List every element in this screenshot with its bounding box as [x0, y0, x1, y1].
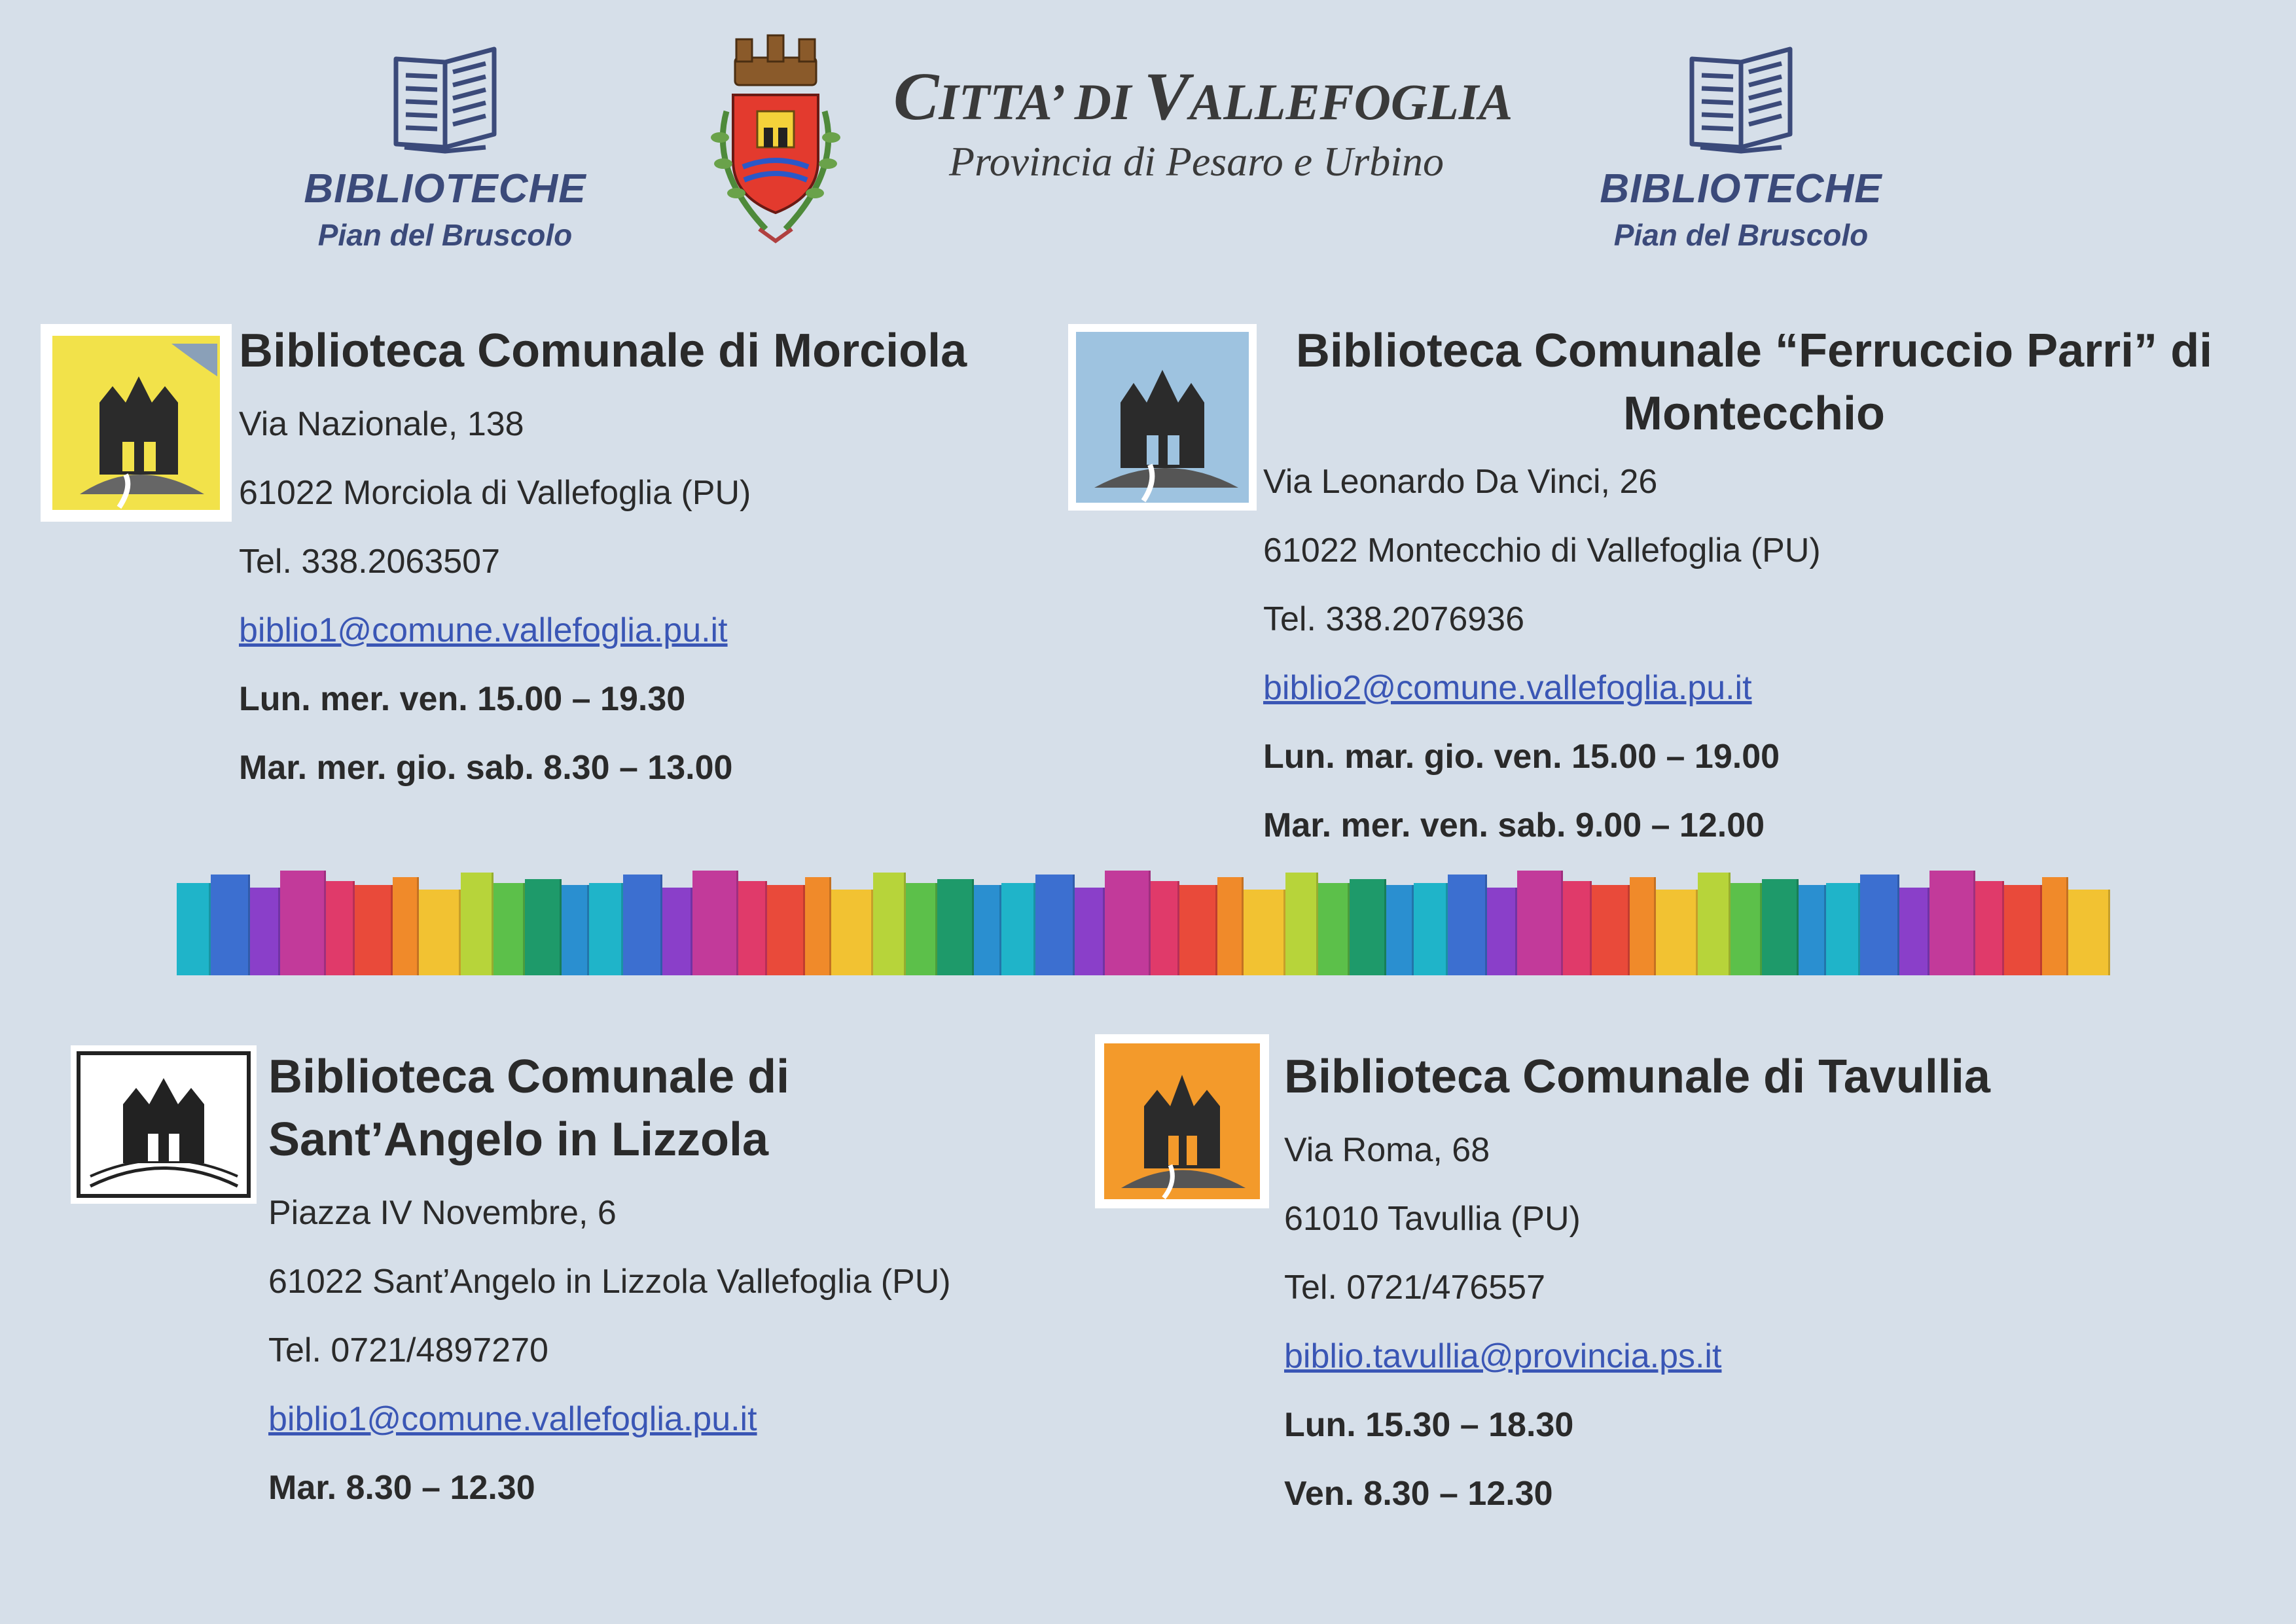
library-hours: Mar. 8.30 – 12.30 [268, 1469, 535, 1507]
book-spine [974, 885, 1001, 975]
library-title: Biblioteca Comunale “Ferruccio Parri” di Montecchio [1295, 325, 2213, 440]
book-spine [738, 881, 767, 975]
book-spine [1860, 875, 1899, 975]
book-spine [393, 877, 419, 975]
brand-title: BIBLIOTECHE [304, 166, 586, 211]
library-phone: Tel. 0721/4897270 [268, 1331, 548, 1369]
library-phone: Tel. 338.2063507 [239, 543, 501, 581]
book-spine [1762, 879, 1799, 975]
library-city: 61022 Montecchio di Vallefoglia (PU) [1263, 532, 1821, 569]
book-spine [250, 888, 280, 975]
book-spine [1731, 883, 1762, 975]
library-hours: Lun. mar. gio. ven. 15.00 – 19.00 [1263, 738, 1780, 776]
book-spine [1517, 871, 1563, 975]
book-spine [692, 871, 738, 975]
book-spine [2042, 877, 2068, 975]
library-email-link[interactable]: biblio1@comune.vallefoglia.pu.it [239, 611, 728, 649]
book-spine [1075, 888, 1105, 975]
book-spine [1899, 888, 1929, 975]
book-spine [2068, 890, 2110, 975]
book-spine [461, 873, 493, 975]
book-spine [1151, 881, 1179, 975]
book-spine [211, 875, 250, 975]
book-spine [1386, 885, 1414, 975]
library-email-link[interactable]: biblio2@comune.vallefoglia.pu.it [1263, 669, 1752, 707]
library-thumbnail-tavullia [1095, 1034, 1269, 1208]
brand-right [1564, 36, 1918, 253]
book-spine [1592, 885, 1630, 975]
book-spine [1414, 883, 1448, 975]
book-spine [1217, 877, 1244, 975]
book-spine [767, 885, 805, 975]
book-spine [2004, 885, 2042, 975]
book-spine [1179, 885, 1217, 975]
book-spine [493, 883, 525, 975]
castle-icon [41, 324, 232, 522]
library-card-santangelo [268, 1045, 1054, 1523]
library-address: Via Roma, 68 [1284, 1131, 1490, 1169]
library-title: Biblioteca Comunale di Tavullia [1284, 1051, 1990, 1103]
book-spine [280, 871, 326, 975]
library-email-link[interactable]: biblio.tavullia@provincia.ps.it [1284, 1337, 1722, 1375]
brand-subtitle: Pian del Bruscolo [1613, 218, 1869, 252]
city-coat-of-arms [704, 33, 848, 249]
library-address: Piazza IV Novembre, 6 [268, 1194, 617, 1232]
library-city: 61022 Sant’Angelo in Lizzola Vallefoglia (PU) [268, 1263, 951, 1301]
book-spine [1630, 877, 1656, 975]
library-hours: Mar. mer. gio. sab. 8.30 – 13.00 [239, 749, 733, 787]
library-thumbnail-montecchio [1068, 324, 1257, 511]
library-card-montecchio [1263, 319, 2245, 860]
book-spine [525, 879, 562, 975]
book-spine [1105, 871, 1151, 975]
library-thumbnail-morciola [41, 324, 232, 522]
library-address: Via Leonardo Da Vinci, 26 [1263, 463, 1658, 501]
book-spine [1563, 881, 1592, 975]
book-spine [1698, 873, 1731, 975]
book-shelf-decoration [177, 871, 2127, 975]
library-email-link[interactable]: biblio1@comune.vallefoglia.pu.it [268, 1400, 757, 1438]
book-spine [873, 873, 906, 975]
book-spine [177, 883, 211, 975]
book-spine [419, 890, 461, 975]
book-spine [1799, 885, 1826, 975]
book-spine [831, 890, 873, 975]
book-spine [1656, 890, 1698, 975]
library-hours: Mar. mer. ven. sab. 9.00 – 12.00 [1263, 806, 1765, 844]
library-phone: Tel. 338.2076936 [1263, 600, 1525, 638]
book-spine [326, 881, 355, 975]
library-card-morciola [239, 319, 1024, 803]
brand-left [268, 36, 622, 253]
book-spine [1975, 881, 2004, 975]
city-title: CITTA’ DI VALLEFOGLIA [893, 59, 1513, 134]
book-spine [1448, 875, 1487, 975]
library-city: 61022 Morciola di Vallefoglia (PU) [239, 474, 751, 512]
book-spine [662, 888, 692, 975]
library-title: Biblioteca Comunale di Sant’Angelo in Lizzola [268, 1051, 790, 1166]
book-spine [1244, 890, 1285, 975]
book-spine [589, 883, 623, 975]
library-address: Via Nazionale, 138 [239, 405, 524, 443]
book-spine [937, 879, 974, 975]
book-spine [1826, 883, 1860, 975]
book-spine [1487, 888, 1517, 975]
book-spine [805, 877, 831, 975]
open-book-icon [386, 36, 504, 154]
library-thumbnail-santangelo [71, 1045, 257, 1204]
brand-subtitle: Pian del Bruscolo [317, 218, 573, 252]
library-city: 61010 Tavullia (PU) [1284, 1200, 1581, 1238]
castle-icon [1095, 1034, 1269, 1208]
brand-title: BIBLIOTECHE [1600, 166, 1882, 211]
castle-icon [1068, 324, 1257, 511]
open-book-icon [1682, 36, 1800, 154]
city-subtitle: Provincia di Pesaro e Urbino [949, 138, 1444, 185]
library-phone: Tel. 0721/476557 [1284, 1269, 1546, 1307]
library-title: Biblioteca Comunale di Morciola [239, 325, 967, 377]
book-spine [1001, 883, 1035, 975]
book-spine [906, 883, 937, 975]
library-hours: Ven. 8.30 – 12.30 [1284, 1475, 1553, 1513]
book-spine [623, 875, 662, 975]
book-spine [1035, 875, 1075, 975]
book-spine [1350, 879, 1386, 975]
book-spine [1285, 873, 1318, 975]
castle-icon [71, 1045, 257, 1204]
book-spine [1929, 871, 1975, 975]
book-spine [562, 885, 589, 975]
book-spine [1318, 883, 1350, 975]
library-hours: Lun. 15.30 – 18.30 [1284, 1406, 1574, 1444]
library-hours: Lun. mer. ven. 15.00 – 19.30 [239, 680, 686, 718]
library-card-tavullia [1284, 1045, 2233, 1528]
book-spine [355, 885, 393, 975]
